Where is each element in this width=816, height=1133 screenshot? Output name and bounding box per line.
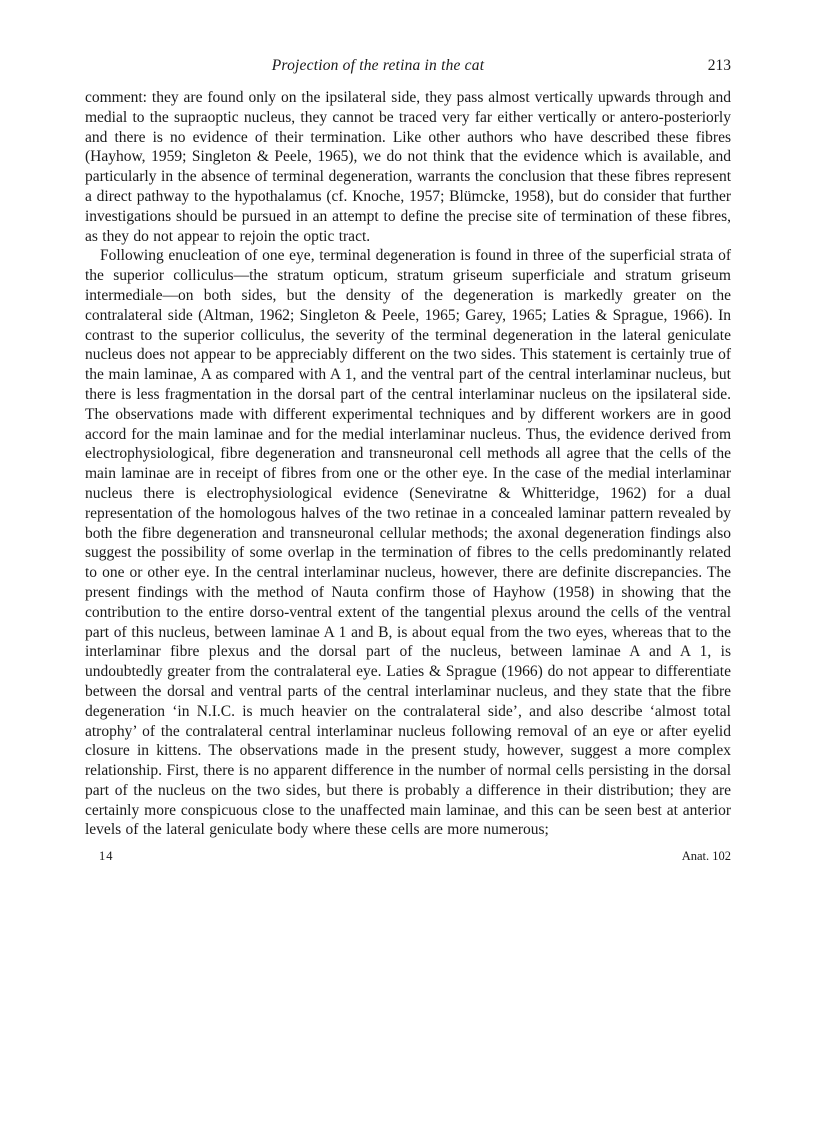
paragraph: comment: they are found only on the ipsilateral side, they pass almost vertically upwards through and medial to the supraoptic nucleus, they cannot be traced very far either vertically or antero-posteriorly and there is no evidence of their termination. Like other authors who have described these fibres (Hayhow, 1959; Singleton & Peele, 1965), we do not think that the evidence which is available, and particularly in the absence of terminal degeneration, warrants the conclusion that these fibres represent a direct pathway to the hypothalamus (cf. Knoche, 1957; Blümcke, 1958), but do consider that further investigations should be pursued in an attempt to define the precise site of termination of these fibres, as they do not appear to rejoin the optic tract. — [85, 89, 731, 245]
running-head-title: Projection of the retina in the cat — [271, 57, 485, 74]
page-number: 213 — [707, 57, 731, 74]
paragraph: Following enucleation of one eye, terminal degeneration is found in three of the superficial strata of the superior colliculus—the stratum opticum, stratum griseum superficiale and stratum griseum intermediale—on both sides, but the density of the degeneration is markedly greater on the contralateral side (Altman, 1962; Singleton & Peele, 1965; Garey, 1965; Laties & Sprague, 1966). In contrast to the superior colliculus, the severity of the terminal degeneration in the lateral geniculate nucleus does not appear to be appreciably different on the two sides. This statement is certainly true of the main laminae, A as compared with A 1, and the ventral part of the central interlaminar nucleus, but there is less fragmentation in the dorsal part of the central interlaminar nucleus on the ipsilateral side. The observations made with different experimental techniques and by different workers are in good accord for the main laminae and for the medial interlaminar nucleus. Thus, the evidence derived from electrophysiological, fibre degeneration and transneuronal cell methods all agree that the cells of the main laminae are in receipt of fibres from one or the other eye. In the case of the medial interlaminar nucleus there is electrophysiological evidence (Seneviratne & Whitteridge, 1962) for a dual representation of the homologous halves of the two retinae in a concealed laminar pattern revealed by both the fibre degeneration and transneuronal cellular methods; the axonal degeneration findings also suggest the possibility of some overlap in the termination of fibres to the cells predominantly related to one or other eye. In the central interlaminar nucleus, however, there are definite discrepancies. The present findings with the method of Nauta confirm those of Hayhow (1958) in showing that the contribution to the entire dorso-ventral extent of the tangential plexus around the cells of the ventral part of this nucleus, between laminae A 1 and B, is about equal from the two eyes, whereas that to the interlaminar fibre plexus and the dorsal part of the nucleus, between laminae A and A 1, is undoubtedly greater from the contralateral eye. Laties & Sprague (1966) do not appear to differentiate between the dorsal and ventral parts of the central interlaminar nucleus, and they state that the fibre degeneration ‘in N.I.C. is much heavier on the contralateral side’, and also describe ‘almost total atrophy’ of the contralateral central interlaminar nucleus following removal of an eye or after eyelid closure in kittens. The observations made in the present study, however, suggest a more complex relationship. First, there is no apparent difference in the number of normal cells persisting in the dorsal part of the nucleus on the two sides, but there is probably a difference in their distribution; they are certainly more conspicuous close to the unaffected main laminae, and this can be seen best at anterior levels of the lateral geniculate body where these cells are more numerous; — [85, 247, 731, 839]
running-head — [85, 57, 731, 78]
document-page — [85, 57, 731, 864]
footer-journal-reference: Anat. 102 — [681, 849, 731, 864]
article-body — [85, 88, 731, 840]
page-footer — [85, 849, 731, 864]
footer-signature-number: 14 — [99, 849, 114, 864]
